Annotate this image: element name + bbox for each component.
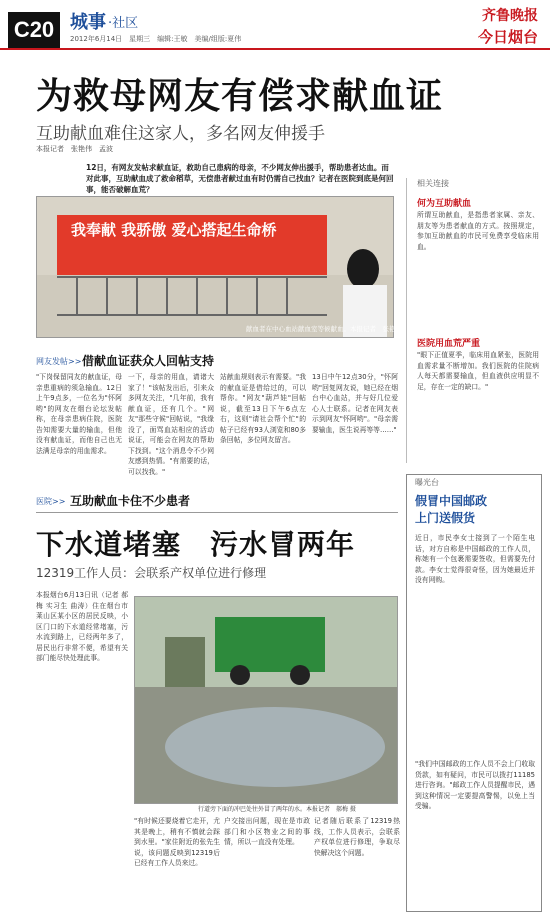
issue-meta: 2012年6月14日 星期三 编辑:王敏 美编/组版:夏伟 (70, 35, 242, 43)
sidebar-heading: 曝光台 (415, 478, 439, 487)
text-column: 记者随后联系了12319热线，工作人员表示，会联系产权单位进行修理，争取尽快解决这个问题。 (314, 817, 400, 857)
text-column: 户交接出问题，现在是市政部门和小区物业之间的事情，所以一直没有处理。 (224, 817, 310, 846)
divider (36, 512, 398, 513)
text-column: 本报烟台6月13日讯（记者 郝梅 实习生 曲涛）住在烟台市莱山区某小区的居民反映，小区门口的下水道经常堵塞，污水流到路上，已经两年多了，居民出行非常不便，希望有关部门能尽快处理此事。 (36, 591, 128, 662)
photo-banner-text: 我奉献 我骄傲 爱心搭起生命桥 (71, 221, 277, 239)
text-column: 站献血规则表示有需要。"我的献血证是借给过的，可以帮你。"网友"葫芦娃"回帖说，截至13日下午6点左右，这则"请社会帮个忙"的帖子已经有93人浏览和80多条回帖，多位网友留言。 (220, 373, 306, 444)
headline-1: 为救母网友有偿求献血证 (36, 76, 444, 117)
sidebar-title-2: 医院用血荒严重 (417, 339, 481, 349)
kicker-netizen: 网友发帖>> (36, 357, 82, 366)
newspaper-logo: 齐鲁晚报 (482, 8, 538, 24)
subhead-hospital: 互助献血卡住不少患者 (70, 494, 191, 508)
text-column: 13日中午12点30分，"怀阿哟"回复网友说，她已经在烟台中心血站，并与好几位爱心人士联系。记者在网友表示到网友"怀阿哟"。"母亲需要输血，医生说再等等……" (312, 373, 398, 434)
page-number: C20 (8, 12, 60, 48)
sidebar-body-1: 所谓互助献血，是指患者家属、亲友、朋友等为患者献血的方式。按照规定，参加互助献血的市民可免费享受临床用血。 (417, 211, 539, 251)
edition-name: 今日烟台 (477, 28, 538, 46)
page-header (0, 0, 550, 50)
lead-paragraph: 12日，有网友发帖求献血证，救助自己患病的母亲，不少网友伸出援手，帮助患者达血。而对此事，互助献血成了救命稻草，无偿患者献过血有时仍需自己找血？记者在医院到底是何回事，能否破解血荒？ (86, 163, 394, 194)
sidebar-title: 假冒中国邮政 上门送假货 (415, 494, 488, 525)
subheadline-2: 12319工作人员：会联系产权单位进行修理 (36, 566, 267, 580)
photo-caption-1: 献血者在中心血站献血室等候献血。本报记者 张艳伟 摄 (246, 325, 415, 333)
sidebar-heading: 相关连接 (417, 179, 449, 188)
sidebar-body: 近日，市民李女士接到了一个陌生电话，对方自称是中国邮政的工作人员，称她有一个包裹需要签收，但需要先付款。李女士觉得很奇怪，因为她最近并没有网购。 (415, 534, 535, 584)
sidebar-body: "我们中国邮政的工作人员不会上门收取货款，如有疑问，市民可以拨打11185进行咨询。"邮政工作人员提醒市民，遇到这种情况一定要提高警惕，以免上当受骗。 (415, 760, 535, 810)
text-column: "下岗保留同友的献血证，母亲患重病的须急输血。12日上午9点多，一位名为"怀阿哟"的网友在烟台论坛发帖称，在母亲患病住院，医院告知需要大量的输血，但他没有献血证，而他自己也无法满足母亲的用血需求。 (36, 373, 122, 455)
byline-1: 本报记者 张艳伟 孟波 (36, 145, 113, 153)
subhead-netizen: 借献血证获众人回帖支持 (82, 354, 215, 368)
blood-donation-photo (36, 196, 394, 338)
kicker-hospital: 医院>> (36, 497, 66, 506)
section-title: 城事 (70, 12, 106, 33)
photo-illustration (135, 597, 398, 804)
photo-caption-2: 行道旁下面的冲巴处往外冒了两年的水。本报记者 郝梅 摄 (198, 806, 356, 813)
sewage-photo (134, 596, 398, 804)
sidebar-exposure (406, 474, 542, 912)
sidebar-body-2: "眼下正值夏季，临床用血紧张，医院用血需求量不断增加。我们医院的住院病人每天都需要输血，但血液供应明显不足，存在一定的缺口。" (417, 351, 539, 391)
subsection-title: ·社区 (108, 16, 139, 31)
headline-2: 下水道堵塞 污水冒两年 (36, 528, 356, 561)
text-column: "有时候还要烧着它走开，尤其是晚上，稍有不慎就会踩到水里。"家住附近的张先生说，该问题反映到12319后已经有工作人员来过。 (134, 817, 220, 867)
sidebar-title-1: 何为互助献血 (417, 199, 472, 209)
text-column: 一下，母亲的用血，请诸大家了！"该帖发出后，引来众多网友关注，"几年前，我有献血证，还有几个。"网友"那些守候"回帖说，"我缘没了，面骂血站相应的活动说证，可能会在网友的帮助下找到。"这个消息令不少网友感到热情。"有需要的话，可以找我。" (128, 373, 214, 476)
sidebar-related (406, 178, 542, 463)
subheadline-1: 互助献血难住这家人，多名网友伸援手 (36, 124, 325, 144)
